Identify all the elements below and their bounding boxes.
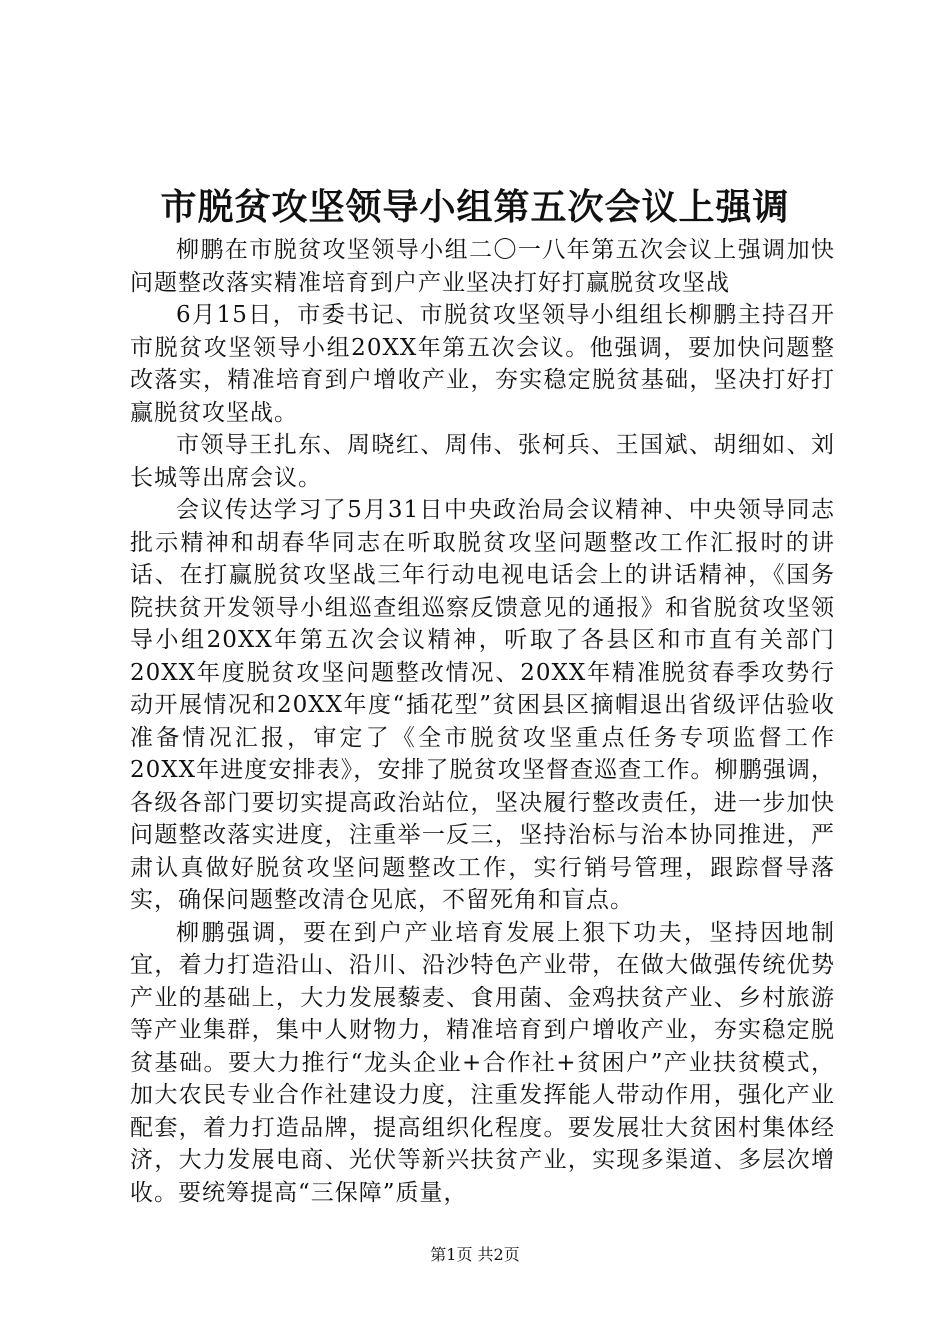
paragraph: 6月15日，市委书记、市脱贫攻坚领导小组组长柳鹏主持召开市脱贫攻坚领导小组20XX年第五次会议。他强调，要加快问题整改落实，精准培育到户增收产业，夯实稳定脱贫基础，坚决打好打赢脱贫攻坚战。 [130,302,835,426]
paragraph: 柳鹏强调，要在到户产业培育发展上狠下功夫，坚持因地制宜，着力打造沿山、沿川、沿沙特色产业带，在做大做强传统优势产业的基础上，大力发展藜麦、食用菌、金鸡扶贫产业、乡村旅游等产业集群，集中人财物力，精准培育到户增收产业，夯实稳定脱贫基础。要大力推行“龙头企业+合作社+贫困户”产业扶贫模式，加大农民专业合作社建设力度，注重发挥能人带动作用，强化产业配套，着力打造品牌，提高组织化程度。要发展壮大贫困村集体经济，大力发展电商、光伏等新兴扶贫产业，实现多渠道、多层次增收。要统筹提高“三保障”质量， [130,919,835,1206]
paragraph: 会议传达学习了5月31日中央政治局会议精神、中央领导同志批示精神和胡春华同志在听取脱贫攻坚问题整改工作汇报时的讲话、在打赢脱贫攻坚战三年行动电视电话会上的讲话精神，《国务院扶贫开发领导小组巡查组巡察反馈意见的通报》和省脱贫攻坚领导小组20XX年第五次会议精神，听取了各县区和市直有关部门20XX年度脱贫攻坚问题整改情况、20XX年精准脱贫春季攻势行动开展情况和20XX年度“插花型”贫困县区摘帽退出省级评估验收准备情况汇报，审定了《全市脱贫攻坚重点任务专项监督工作20XX年进度安排表》，安排了脱贫攻坚督查巡查工作。柳鹏强调，各级各部门要切实提高政治站位，坚决履行整改责任，进一步加快问题整改落实进度，注重举一反三，坚持治标与治本协同推进，严肃认真做好脱贫攻坚问题整改工作，实行销号管理，跟踪督导落实，确保问题整改清仓见底，不留死角和盲点。 [130,497,835,913]
paragraph: 市领导王扎东、周晓红、周伟、张柯兵、王国斌、胡细如、刘长城等出席会议。 [130,432,835,491]
document-title: 市脱贫攻坚领导小组第五次会议上强调 [160,186,790,228]
paragraph-subtitle: 柳鹏在市脱贫攻坚领导小组二〇一八年第五次会议上强调加快问题整改落实精准培育到户产业坚决打好打赢脱贫攻坚战 [130,237,835,296]
page-number-footer: 第1页 共2页 [430,1245,520,1264]
document-body [130,234,835,1209]
